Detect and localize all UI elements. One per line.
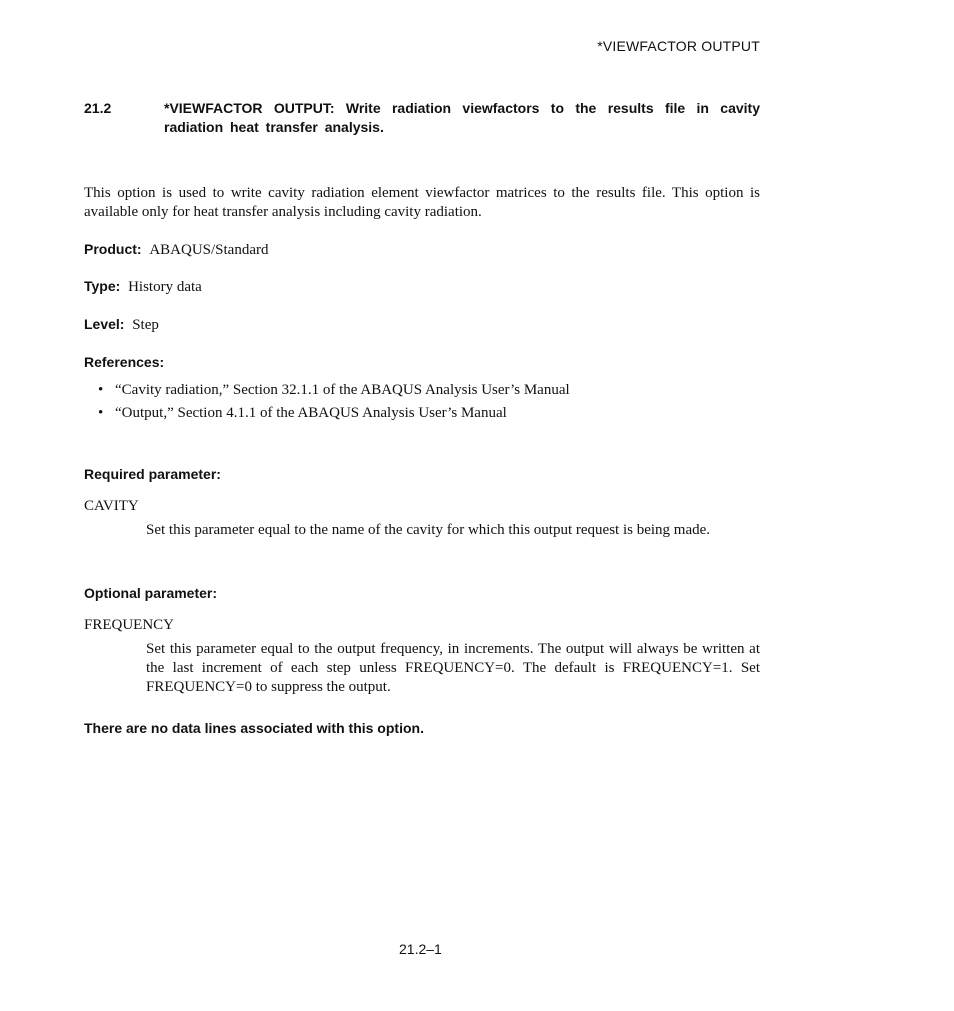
- type-field: [84, 277, 202, 297]
- bullet-icon: •: [98, 382, 104, 398]
- section-heading: [84, 99, 760, 137]
- type-value: History data: [128, 279, 202, 295]
- reference-text: “Output,” Section 4.1.1 of the ABAQUS Analysis User’s Manual: [115, 405, 507, 421]
- data-lines-note: There are no data lines associated with this option.: [84, 720, 424, 736]
- optional-parameter-name: FREQUENCY: [84, 617, 175, 633]
- page-number: 21.2–1: [399, 941, 442, 957]
- product-field: [84, 240, 268, 260]
- running-header: *VIEWFACTOR OUTPUT: [597, 38, 760, 54]
- product-value: ABAQUS/Standard: [149, 242, 269, 258]
- intro-paragraph: This option is used to write cavity radiation element viewfactor matrices to the results file. This option is available only for heat transfer analysis including cavity radiation.: [84, 185, 760, 220]
- reference-item: [98, 379, 570, 402]
- level-value: Step: [132, 317, 159, 333]
- section-title: *VIEWFACTOR OUTPUT: Write radiation viewfactors to the results file in cavity radiation heat transfer analysis.: [164, 100, 760, 135]
- reference-item: [98, 402, 570, 425]
- product-label: Product:: [84, 241, 142, 257]
- type-label: Type:: [84, 278, 121, 294]
- bullet-icon: •: [98, 405, 104, 421]
- optional-parameter-heading: Optional parameter:: [84, 585, 218, 601]
- references-list: [98, 379, 570, 425]
- level-field: [84, 315, 159, 335]
- level-label: Level:: [84, 316, 125, 332]
- required-parameter-description: Set this parameter equal to the name of the cavity for which this output request is being made.: [146, 522, 711, 538]
- optional-parameter-description: Set this parameter equal to the output frequency, in increments. The output will always be written at the last increment of each step unless FREQUENCY=0. The default is FREQUENCY=1. Set FREQUENCY=0 to suppress the output.: [146, 641, 760, 695]
- references-heading: References:: [84, 354, 165, 370]
- required-parameter-name: CAVITY: [84, 498, 139, 514]
- required-parameter-heading: Required parameter:: [84, 466, 221, 482]
- reference-text: “Cavity radiation,” Section 32.1.1 of the ABAQUS Analysis User’s Manual: [115, 382, 570, 398]
- section-number: 21.2: [84, 100, 112, 116]
